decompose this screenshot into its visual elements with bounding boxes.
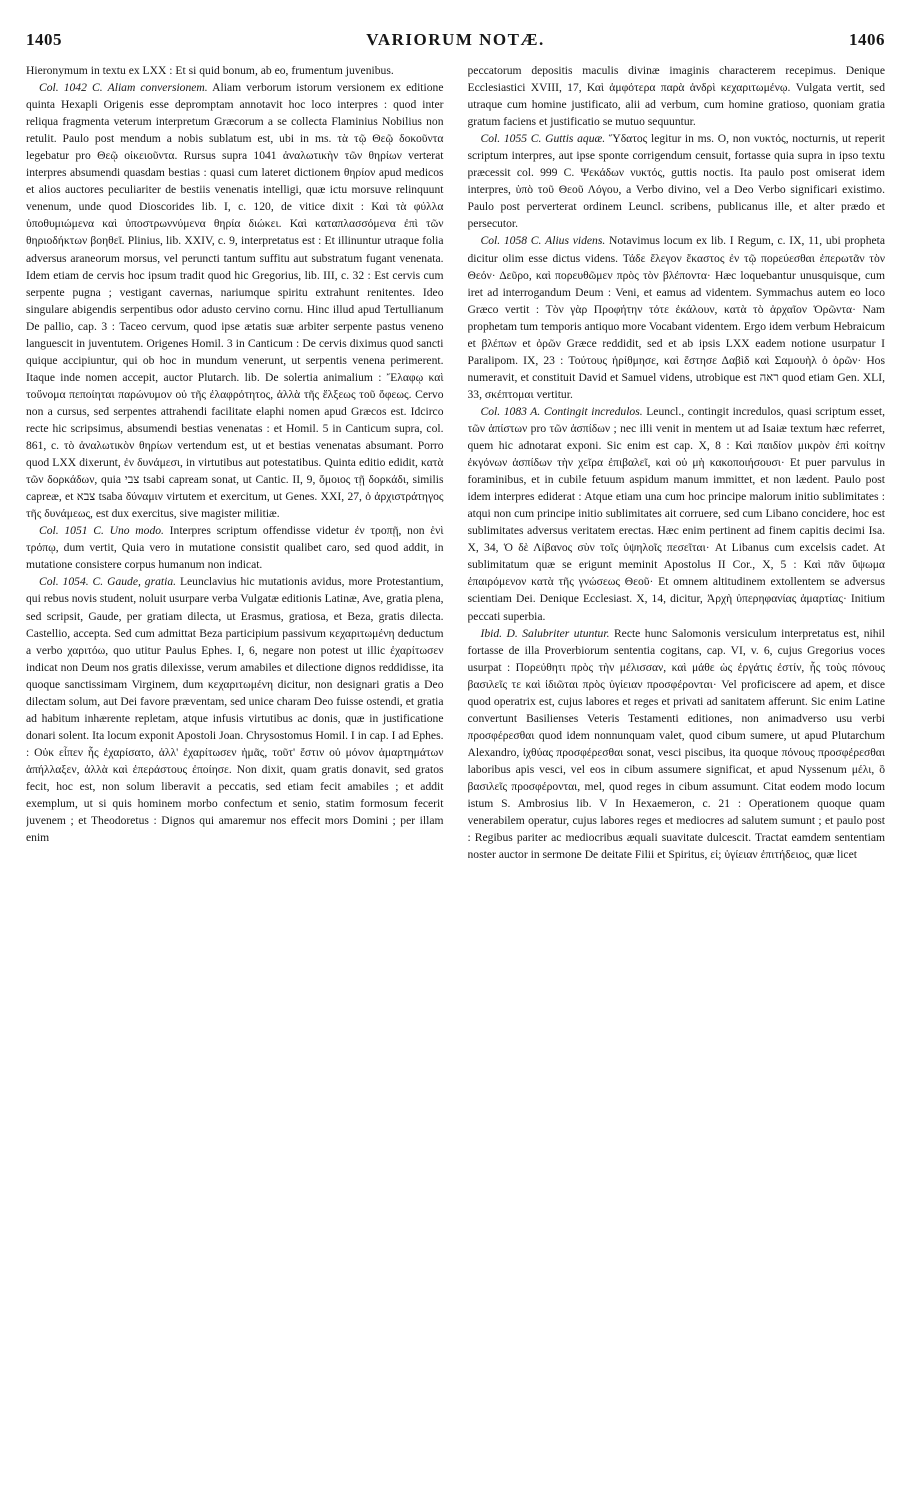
note-lemma: Contingit incredulos. — [543, 404, 643, 418]
running-head — [26, 30, 885, 56]
note-reference: Col. 1058 C. — [480, 234, 542, 248]
note-paragraph — [468, 232, 886, 402]
note-paragraph — [26, 522, 444, 573]
page-number-left: 1405 — [26, 30, 62, 49]
note-lemma: Alius videns. — [545, 234, 606, 248]
note-lemma: Guttis aquæ. — [545, 132, 606, 146]
note-text: Recte hunc Salomonis versiculum interpretatus est, nihil fortasse de illa Proverbiorum sententia cogitans, cap. VI, v. 6, cujus Gregorius voces usurpat : Πορεύθητι πρὸς τὴν μέλισσαν, καὶ μάθε ὡς ἐργάτις ἐστίν, ἧς τοὺς πόνους βασιλεῖς τε καὶ ἰδιῶται πρὸς ὑγίειαν προσφέρονται· Vel proficiscere ad apem, et disce quod operatrix est, cujus labores et reges et privati ad sanitatem afferunt. Sic enim Latine convertunt Basilienses Veteris Testamenti editiones, non animadverso usu verbi προσφέρεσθαι quod idem nonnunquam valet, quod cibum sumere, ut apud Plutarchum Alexandro, ἰχθύας προσφέρεσθαι sonat, vesci piscibus, ita quoque πόνους προσφέρεσθαι laboribus apis vesci, vel eos in cibum assumere significat, et apud Nyssenum μέλι, ὃ βασιλεῖς προσφέρονται, mel, quod reges in cibum assumunt. Citat eodem modo locum istum S. Ambrosius lib. V In Hexaemeron, c. 21 : Operationem quoque quam venerabilem operatur, cujus labores reges et mediocres ad salutem sumunt ; et paulo post : Regibus pariter ac mediocribus æquali suavitate dulcescit. Tractat eamdem sententiam noster auctor in sermone De deitate Filii et Spiritus, εἰ; ὑγίειαν ἐπιτήδειος, quæ licet — [467, 626, 885, 862]
note-text: Hieronymum in textu ex LXX : Et si quid bonum, ab eo, frumentum juvenibus. — [26, 64, 394, 77]
note-reference: Col. 1051 C. — [39, 524, 104, 538]
note-lemma: Uno modo. — [109, 524, 164, 538]
note-reference: Col. 1055 C. — [480, 132, 542, 146]
note-paragraph — [468, 130, 886, 232]
note-reference: Col. 1054. C. — [39, 575, 104, 589]
note-lemma: Salubriter utuntur. — [522, 626, 610, 640]
note-paragraph — [468, 62, 886, 130]
text-columns — [26, 62, 885, 1482]
note-text: Leuncl., contingit incredulos, quasi scriptum esset, τῶν ἀπίστων pro τῶν ἀσπίδων ; nec illi venit in mentem ut ad Isaiæ textum hæc referret, quem hic adnotarat exponi. Sic enim est cap. X, 8 : Καὶ παιδίον μικρὸν ἐπὶ κοίτην ἐκγόνων ἀσπίδων τὴν χεῖρα ἐπιβαλεῖ, καὶ οὐ μὴ κακοποιήσουσι· Et puer parvulus in foraminibus, et in cubile fetuum aspidum manum immittet, et non lædent. Paulo post idem interpres ediderat : Atque etiam una cum hoc principe malorum initio sublimitates : atqui non cum principe initio sublimitates ait corruere, sed cum Libano concidere, hoc est sublimitates adversus veritatem erectas. Hæc enim pertinent ad finem capitis decimi Isa. X, 34, Ὁ δὲ Λίβανος σὺν τοῖς ὑψηλοῖς πεσεῖται· At Libanus cum excelsis cadet. At sublimitatum quæ se erigunt meminit Apostolus II Cor., X, 5 : Καὶ πᾶν ὕψωμα ἐπαιρόμενον κατὰ τῆς γνώσεως Θεοῦ· Et omnem altitudinem extollentem se adversus scientiam Dei. Denique Ecclesiast. X, 14, dicitur, Ἀρχὴ ὑπερηφανίας ἁμαρτίας· Initium peccati superbia. — [467, 404, 885, 623]
note-text: Ὕδατος legitur in ms. O, non νυκτός, nocturnis, ut reperit scriptum interpres, aut ipse sponte corrigendum censuit, fortasse quia supra in ipso textu præcessit col. 999 C. Ψεκάδων νυκτός, guttis noctis. Ita paulo post omiserat idem interpres, ὑπὸ τοῦ Θεοῦ Λόγου, a Verbo divino, vel a Deo Verbo significari existimo. Paulo post perverterat ordinem Leuncl. scribens, publicanus ille, et alter prædo et persecutor. — [467, 132, 885, 231]
left-column — [26, 62, 444, 1482]
note-reference: Ibid. D. — [480, 626, 518, 640]
note-lemma: Gaude, gratia. — [107, 575, 177, 589]
right-column — [468, 62, 886, 1482]
running-title: VARIORUM NOTÆ. — [366, 30, 545, 49]
note-reference: Col. 1042 C. — [39, 81, 103, 95]
page-number-right: 1406 — [848, 30, 885, 49]
note-paragraph — [26, 79, 444, 522]
note-lemma: Aliam conversionem. — [107, 81, 208, 95]
note-paragraph — [468, 625, 886, 864]
note-reference: Col. 1083 A. — [480, 404, 541, 418]
note-paragraph — [26, 573, 444, 846]
note-paragraph — [468, 403, 886, 625]
note-text: Interpres scriptum offendisse videtur ἐν τροπῇ, non ἑνὶ τρόπῳ, dum vertit, Quia vero in mutatione consistit qualibet caro, sed quod addit, in mutatione consistere corpus humanum non indicat. — [26, 524, 444, 572]
note-text: peccatorum depositis maculis divinæ imaginis characterem recepimus. Denique Ecclesiastici XVIII, 17, Καὶ ἀμφότερα παρὰ ἀνδρὶ κεχαριτωμένῳ. Vulgata vertit, sed utraque cum homine justificato, alii ad verbum, cum homine gratioso, quoniam gratia gratum faciens et justificatio se mutuo sequuntur. — [467, 64, 885, 129]
note-paragraph — [26, 62, 444, 79]
note-text: Leunclavius hic mutationis avidus, more Protestantium, qui rebus novis student, noluit usurpare verba Vulgatæ editionis Latinæ, Ave, gratia plena, sed scripsit, Gaude, per gratiam dilecta, ut Erasmus, gratiosa, et Beza, gratis dilecta. Castellio, accepta. Sed cum admittat Beza participium passivum κεχαριτωμένη deductum a verbo χαριτόω, quo utitur Paulus Ephes. I, 6, negare non potest ut illic ἐχαρίτωσεν indicat non Deum nos gratis dilexisse, verum amabiles et dilectione dignos reddidisse, ita quoque sanctissimam Virginem, dum κεχαριτωμένη dicitur, non designari gratis a Deo dilectam solum, aut Dei favore præventam, sed unice charam Deo fuisse ostendi, et gratia ad habitum inhærente repletam, atque infusis virtutibus ac donis, quæ in justificatione donari solent. Ita locum exponit Apostoli Joan. Chrysostomus Homil. I in cap. I ad Ephes. : Οὐκ εἶπεν ἧς ἐχαρίσατο, ἀλλ' ἐχαρίτωσεν ἡμᾶς, τοῦτ' ἔστιν οὐ μόνον ἁμαρτημάτων ἀπήλλαξεν, ἀλλὰ καὶ ἐπεράστους ἐποίησε. Non dixit, quam gratis donavit, sed gratos fecit, hoc est, non solum liberavit a peccatis, sed etiam fecit amabiles ; et addit exemplum, ut si quis hominem morbo confectum et senio, statim formosum fecerit juvenem ; et Theodoretus : Dignos qui amaremur nos effecit mors Domini ; per illam enim — [26, 575, 444, 845]
note-text: Aliam verborum istorum versionem ex editione quinta Hexapli Origenis esse depromptam annotavit hoc loco interpres : quod inter reliqua fragmenta veterum interpretum Græcorum a se collecta Flaminius Nobilius non retulit. Paulo post mendum a nobis sublatum est, ubi in ms. τὰ τῷ Θεῷ δοκοῦντα legebatur pro Θεῷ οἰκειοῦντα. Rursus supra 1041 ἀναλωτικὴν τῶν θηρίων verterat interpres absumendi quasdam bestias : quasi cum lateret dictionem θηρίον apud medicos et alios auctores peculiariter de bestiis venenatis intelligi, quæ ictu morsuve relinquunt venenum, unde quod Dioscorides lib. I, c. 120, de vitice dixit : Καὶ τὰ φύλλα ὑποθυμιώμενα καὶ ὑποστρωννύμενα θηρία διώκει. Καὶ καταπλασσόμενα ἐπὶ τῶν θηριοδήκτων βοηθεῖ. Plinius, lib. XXIV, c. 9, interpretatus est : Et illinuntur utraque folia adversus araneorum morsus, vel peruncti tantum suffitu aut substratum fugant venenata. Idem etiam de cervis hoc ipsum tradit quod hic Gregorius, lib. III, c. 32 : Est cervis cum serpente pugna ; vestigant cavernas, nariumque spiritu extrahunt renitentes. Ideo singulare abigendis serpentibus odor adusto cervino cornu. Hinc illud apud Tertullianum De pallio, cap. 3 : Taceo cervum, quod ipse ætatis suæ arbiter serpente pastus veneno languescit in juventutem. Origenes Homil. 3 in Canticum : De cervis diximus quod sancti quique accipiuntur, qui ob hoc in mundum venerunt, ut serpentis venena perimerent. Itaque inde nomen accepit, auctor Plutarch. lib. De solertia animalium : Ἔλαφῳ καὶ τοὔνομα πεποίηται παρώνυμον οὐ τῆς ἐλαφρότητος, ἀλλὰ τῆς ἕλξεως τοῦ ὄφεως. Cervo non a cursus, sed serpentes attrahendi facilitate elaphi nomen apud Græcos est. Idcirco recte hic scripsimus, absumendi bestias venenatas : et Homil. 5 in Canticum supra, col. 861, c. τὸ ἀναλωτικὸν θηρίων vertendum est, ut et bestias venenatas absumant. Porro quod LXX dixerunt, ἐν δυνάμεσι, in virtutibus aut potestatibus. Quinta editio edidit, κατὰ τῶν δορκάδων, quia צבי tsabi capream sonat, ut Cantic. II, 9, ὅμοιος τῇ δορκάδι, similis capreæ, et צבא tsaba δύναμιν virtutem et exercitum, ut Genes. XXI, 27, ὁ ἀρχιστράτηγος τῆς δυνάμεως, est dux exercitus, sive magister militiæ. — [26, 81, 444, 521]
note-text: Notavimus locum ex lib. I Regum, c. IX, 11, ubi propheta dicitur olim esse dictus videns. Τάδε ἔλεγον ἕκαστος ἐν τῷ πορεύεσθαι ἐπερωτᾶν τὸν Θεόν· Δεῦρο, καὶ πορευθῶμεν πρὸς τὸν βλέποντα· Hæc loquebantur unusquisque, cum iret ad interrogandum Deum : Veni, et eamus ad videntem. Symmachus autem eo loco Græco vertit : Τὸν γὰρ Προφήτην τότε ἐκάλουν, κατὰ τὸ ἀρχαῖον Ὁρῶντα· Nam prophetam tum temporis antiquo more Vocabant videntem. Ergo idem verbum Hebraicum et βλέπων et ὁρῶν Græce reddidit, sed et ab ipsis LXX eadem notione usurpatur I Paralipom. IX, 23 : Τούτους ἠρίθμησε, καὶ ἔστησε Δαβὶδ καὶ Σαμουὴλ ὁ ὁρῶν· Hos numeravit, et constituit David et Samuel videns, utrobique est ראה quod etiam Gen. XLI, 33, σκέπτομαι vertitur. — [467, 234, 885, 401]
